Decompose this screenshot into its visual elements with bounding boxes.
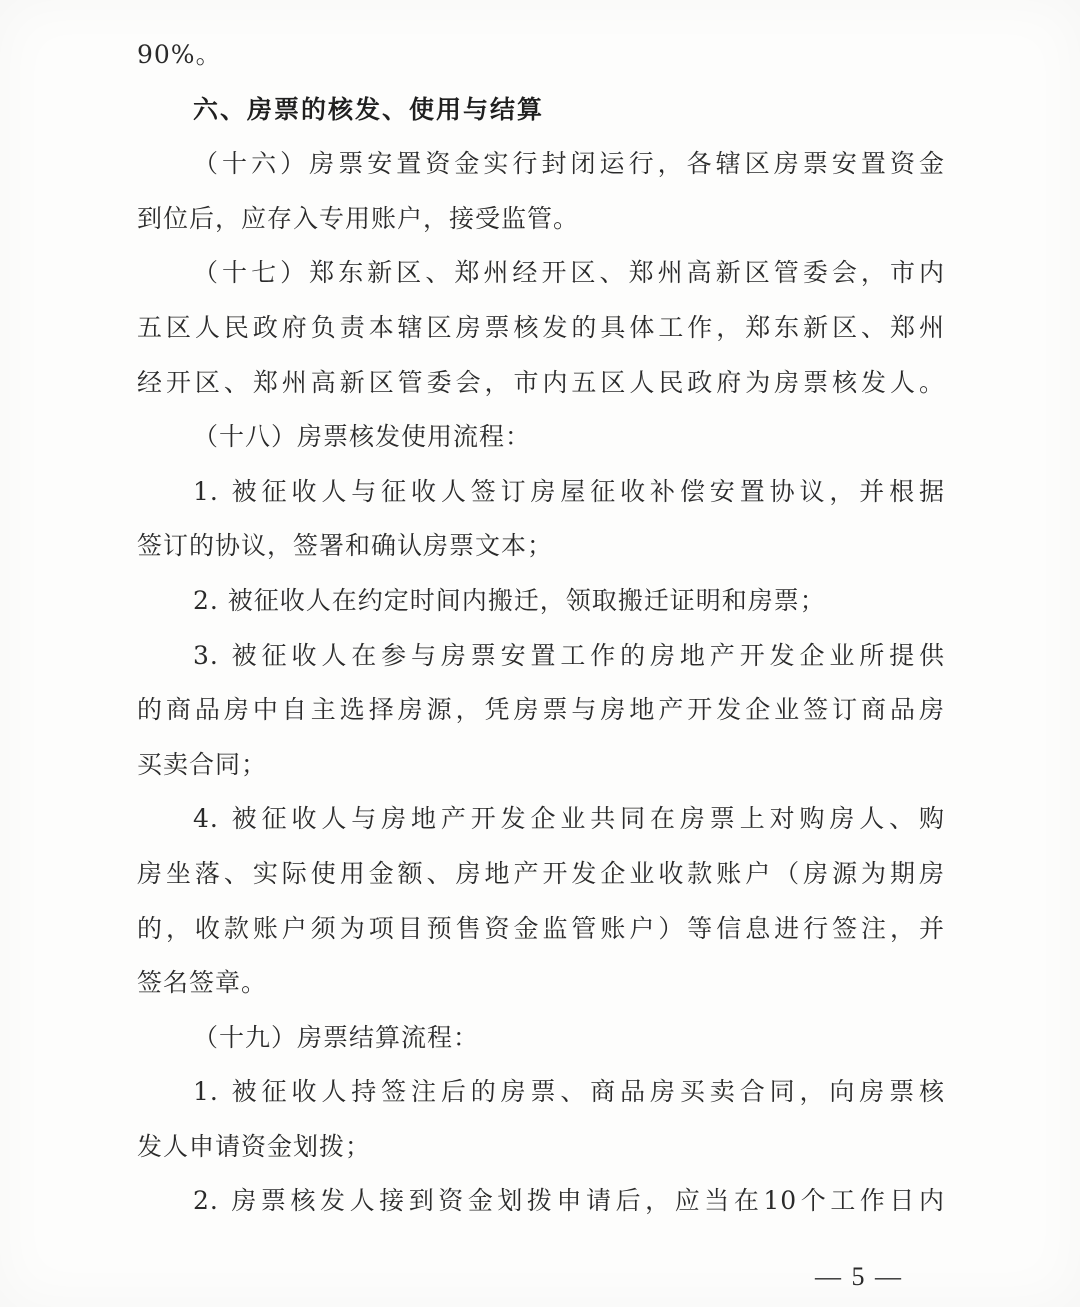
- text-line: 房坐落、实际使用金额、房地产开发企业收款账户（房源为期房: [137, 858, 945, 888]
- text-line: 签名签章。: [137, 968, 268, 998]
- text-line: 的，收款账户须为项目预售资金监管账户）等信息进行签注，并: [137, 913, 945, 943]
- text-line: 4. 被征收人与房地产开发企业共同在房票上对购房人、购: [193, 804, 945, 834]
- text-line: 2. 被征收人在约定时间内搬迁，领取搬迁证明和房票；: [193, 585, 826, 615]
- text-line: （十九）房票结算流程：: [193, 1022, 480, 1052]
- text-line: 经开区、郑州高新区管委会，市内五区人民政府为房票核发人。: [137, 367, 945, 397]
- page-number: — 5 —: [815, 1262, 903, 1291]
- text-line: 的商品房中自主选择房源，凭房票与房地产开发企业签订商品房: [137, 695, 945, 725]
- text-line: （十八）房票核发使用流程：: [193, 422, 532, 452]
- text-line: 五区人民政府负责本辖区房票核发的具体工作，郑东新区、郑州: [137, 312, 945, 342]
- document-body: [137, 28, 945, 1229]
- text-line: （十六）房票安置资金实行封闭运行，各辖区房票安置资金: [193, 149, 945, 179]
- text-line: （十七）郑东新区、郑州经开区、郑州高新区管委会，市内: [193, 258, 945, 288]
- text-line: 到位后，应存入专用账户，接受监管。: [137, 203, 580, 233]
- text-line: 1. 被征收人持签注后的房票、商品房买卖合同，向房票核: [193, 1077, 945, 1107]
- text-line: 发人申请资金划拨；: [137, 1131, 372, 1161]
- text-line: 1. 被征收人与征收人签订房屋征收补偿安置协议，并根据: [193, 476, 945, 506]
- text-line: 买卖合同；: [137, 749, 268, 779]
- text-line: 2. 房票核发人接到资金划拨申请后，应当在10个工作日内: [193, 1186, 945, 1216]
- section-heading: 六、房票的核发、使用与结算: [193, 94, 545, 124]
- text-line: 3. 被征收人在参与房票安置工作的房地产开发企业所提供: [193, 640, 945, 670]
- text-line: 签订的协议，签署和确认房票文本；: [137, 531, 554, 561]
- text-line: 90%。: [137, 40, 222, 69]
